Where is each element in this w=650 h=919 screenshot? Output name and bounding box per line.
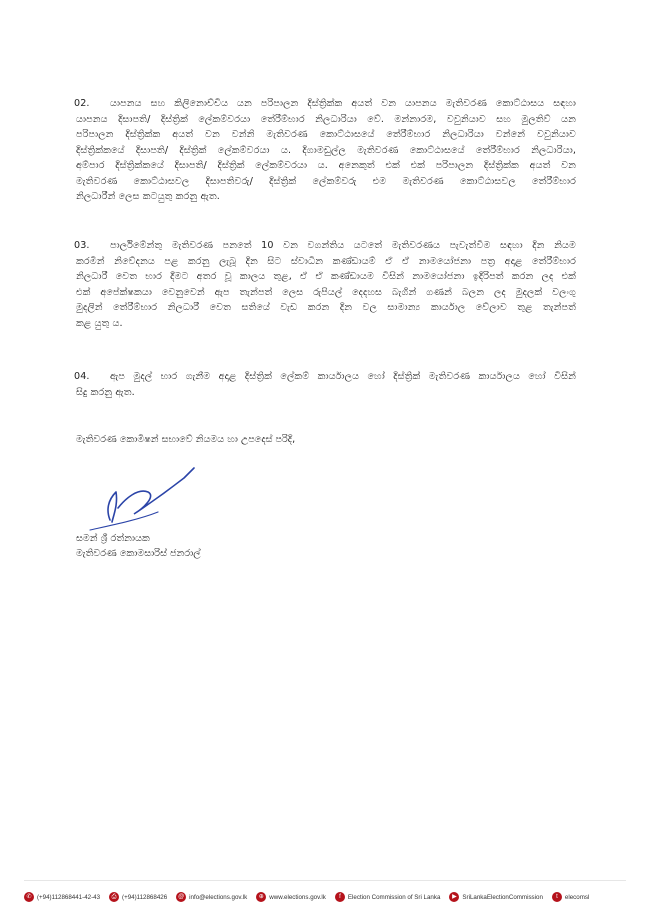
footer-web[interactable] (256, 892, 326, 902)
footer-email-link[interactable]: info@elections.gov.lk (189, 893, 248, 901)
footer-phone (24, 892, 100, 902)
paragraph-line: මුදලින් තේරීම්භාර නිලධාරී වෙත සතියේ වැඩ කරන දින වල සාමාන්‍ය කාර්යාල වේලාව තුළ තැන්පත් (76, 302, 576, 313)
signature (88, 462, 198, 532)
signatory-title: මැතිවරණ කොමසාරිස් ජනරාල් (76, 548, 201, 559)
paragraph-line: කරමින් නිවේදනය පළ කරනු ලැබූ දින සිට ස්වාධීන කණ්ඩායම් ඒ ඒ නාමයෝජනා පත්‍ර අදාළ තේරීම්භාර (76, 255, 576, 267)
footer-divider (24, 880, 626, 881)
footer-email[interactable] (176, 892, 247, 902)
footer-facebook[interactable] (335, 892, 441, 902)
phone-icon: ✆ (24, 892, 34, 902)
footer-phone-text: (+94)112868441-42-43 (37, 893, 101, 901)
twitter-icon: t (552, 892, 562, 902)
paragraph-line: අම්පාර දිස්ත්‍රික්කයේ දිසාපති/ දිස්ත්‍රික් ලේකම්වරයා ය. අනෙකුත් එක් එක් පරිපාලන දිස්ත්‍රික්ක අයත් වන (76, 160, 576, 171)
facebook-icon: f (335, 892, 345, 902)
footer-twitter[interactable] (552, 892, 589, 902)
email-icon: @ (178, 894, 185, 900)
paragraph-02 (76, 96, 576, 205)
footer-fax-text: (+94)112868426 (122, 893, 168, 901)
footer-web-link[interactable]: www.elections.gov.lk (269, 893, 326, 901)
paragraph-number: 02. (74, 98, 90, 109)
paragraph-line: පරිපාලන දිස්ත්‍රික්ක අයත් වන වන්නි මැතිවරණ කොට්ඨාසයේ තේරීම්භාර නිලධාරියා වන්නේ වවුනියාව (76, 129, 576, 140)
paragraph-number: 03. (74, 240, 90, 251)
footer-youtube[interactable] (449, 892, 542, 902)
paragraph-line: මැතිවරණ කොට්ඨාසවල දිසාපතිවරු/ දිස්ත්‍රික් ලේකම්වරු එම මැතිවරණ කොට්ඨාසවල තේරීම්භාර (76, 175, 576, 187)
paragraph-line: දිස්ත්‍රික්කයේ දිසාපති/ දිස්ත්‍රික් ලේකම්වරයා ය. දිගාමඩුල්ල මැතිවරණ කොට්ඨාසයේ තේරීම්භාර නිලධාරියා, (76, 144, 576, 156)
footer-youtube-link[interactable]: SriLankaElectionCommission (462, 893, 543, 901)
paragraph-line: නිලධාරීන් ලෙස කටයුතු කරනු ඇත. (76, 191, 220, 202)
paragraph-line: කළ යුතු ය. (76, 317, 123, 329)
paragraph-line: සිදු කරනු ඇත. (76, 386, 135, 398)
footer-facebook-link[interactable]: Election Commission of Sri Lanka (347, 893, 441, 901)
signatory-block (76, 531, 201, 561)
paragraph-line: නිලධාරී වෙත භාර දීමට අතර වූ කාලය තුළ, ඒ ඒ කණ්ඩායම විසින් නාමයෝජනා ඉදිරිපත් කරන ලද එක් (76, 271, 576, 282)
paragraph-line: පාර්ලිමේන්තු මැතිවරණ පනතේ 10 වන වගන්තිය යටතේ මැතිවරණය පැවැත්වීම සඳහා දින නියම (110, 240, 576, 251)
youtube-icon: ▶ (449, 892, 459, 902)
paragraph-line: එක් අපේක්ෂකයා වෙනුවෙන් ඇප තැන්පත් ලෙස රුපියල් දෙදහස බැගින් ගණන් බලන ලද මුදලක් වලංගු (76, 286, 576, 298)
web-icon: ⊕ (256, 892, 266, 902)
fax-icon: ⎙ (109, 892, 119, 902)
paragraph-line: යාපනය දිසාපති/ දිස්ත්‍රික් ලේකම්වරයා තේරීම්භාර නිලධාරියා වේ. මන්නාරම, වවුනියාව සහ මුලතිව් යන (76, 113, 576, 125)
paragraph-04 (76, 369, 576, 400)
footer-twitter-link[interactable]: elecomsl (564, 893, 590, 901)
paragraph-03 (76, 238, 576, 331)
paragraph-number: 04. (74, 371, 90, 382)
signatory-name: සමන් ශ්‍රී රත්නායක (76, 533, 150, 544)
closing-line: මැතිවරණ කොමිෂන් සභාවේ නියමය හා උපදෙස් පරිදි, (76, 434, 296, 445)
footer-fax (109, 892, 167, 902)
footer-contacts (24, 885, 626, 909)
paragraph-line: ඇප මුදල් භාර ගැනීම අදාළ දිස්ත්‍රික් ලේකම් කාර්යාලය හෝ දිස්ත්‍රික් මැතිවරණ කාර්යාලය හෝ විසින් (110, 371, 576, 382)
paragraph-line: යාපනය සහ කිලිනොච්චිය යන පරිපාලන දිස්ත්‍රික්ක අයත් වන යාපනය මැතිවරණ කොට්ඨාසය සඳහා (110, 98, 576, 109)
